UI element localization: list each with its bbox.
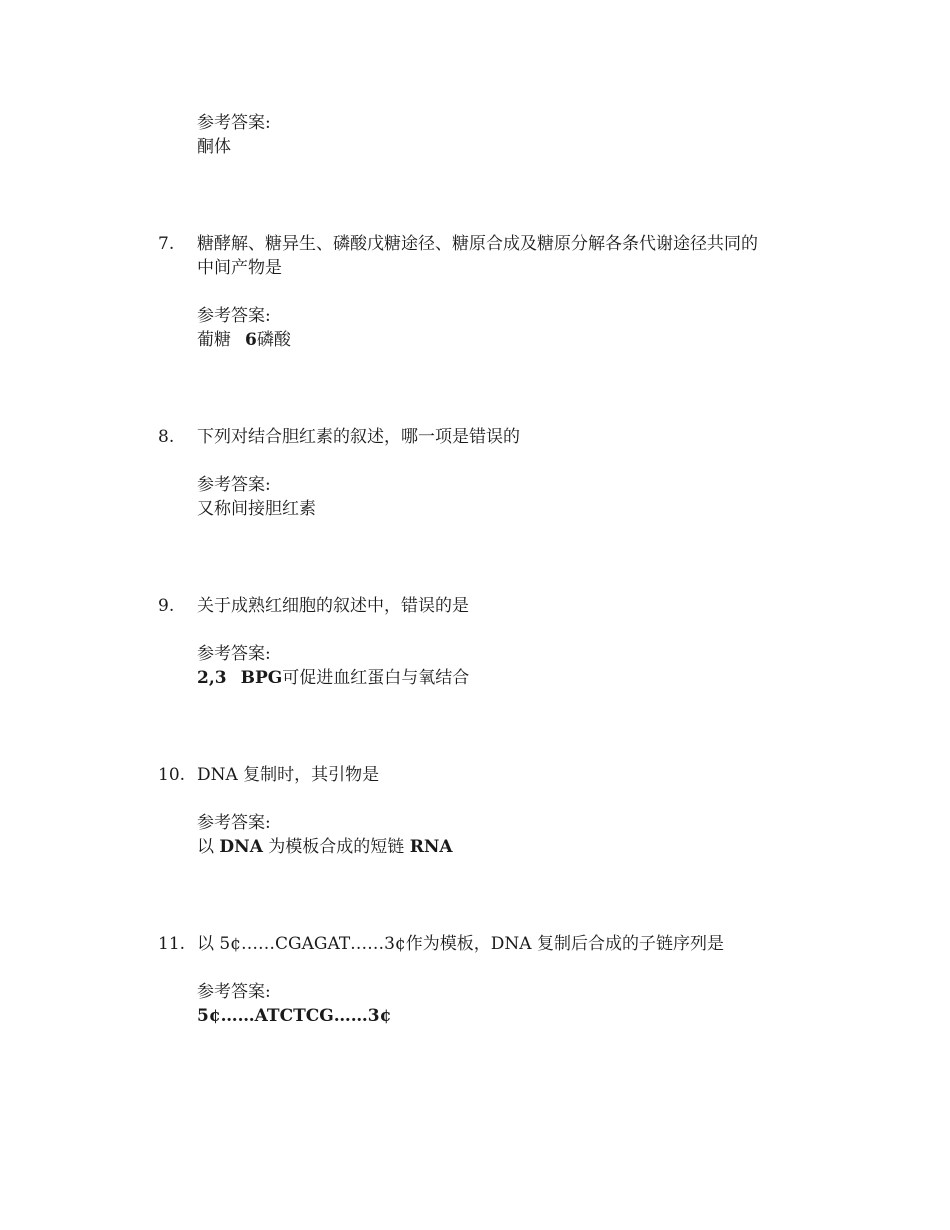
answer-9 [197, 666, 469, 690]
answer-label-8: 参考答案: [197, 475, 271, 495]
answer-10-part-c: 为模板合成的短链 [262, 837, 410, 857]
question-number-7: 7. [158, 234, 175, 254]
answer-10-part-b: DNA [219, 837, 263, 857]
answer-7-part-c: 磷酸 [256, 330, 291, 350]
answer-label-6: 参考答案: [197, 113, 271, 133]
answer-7 [197, 328, 291, 352]
answer-6: 酮体 [197, 137, 231, 157]
answer-10-part-d: RNA [409, 837, 453, 857]
question-9: 关于成熟红细胞的叙述中，错误的是 [197, 596, 469, 616]
answer-7-part-b: 6 [245, 330, 257, 350]
answer-8: 又称间接胆红素 [197, 499, 316, 519]
question-number-9: 9. [158, 596, 175, 616]
question-10: DNA 复制时，其引物是 [197, 765, 380, 785]
answer-label-9: 参考答案: [197, 644, 271, 664]
answer-11-text: 5¢……ATCTCG……3¢ [197, 1006, 392, 1026]
answer-9-part-a: 2,3 [197, 668, 227, 688]
question-number-10: 10. [158, 765, 186, 785]
answer-label-11: 参考答案: [197, 982, 271, 1002]
question-number-8: 8. [158, 427, 175, 447]
answer-7-part-a: 葡糖 [197, 330, 231, 350]
question-number-11: 11. [158, 934, 186, 954]
answer-10 [197, 835, 453, 859]
answer-9-part-c: 可促进血红蛋白与氧结合 [282, 668, 470, 688]
question-7-line-1: 糖酵解、糖异生、磷酸戊糖途径、糖原合成及糖原分解各条代谢途径共同的 [197, 234, 758, 254]
question-8: 下列对结合胆红素的叙述，哪一项是错误的 [197, 427, 520, 447]
question-11: 以 5¢……CGAGAT……3¢作为模板，DNA 复制后合成的子链序列是 [197, 934, 724, 954]
answer-label-7: 参考答案: [197, 306, 271, 326]
answer-10-part-a: 以 [197, 837, 220, 857]
answer-11 [197, 1004, 391, 1028]
question-7-line-2: 中间产物是 [197, 258, 282, 278]
answer-label-10: 参考答案: [197, 813, 271, 833]
answer-9-part-b: BPG [240, 668, 283, 688]
